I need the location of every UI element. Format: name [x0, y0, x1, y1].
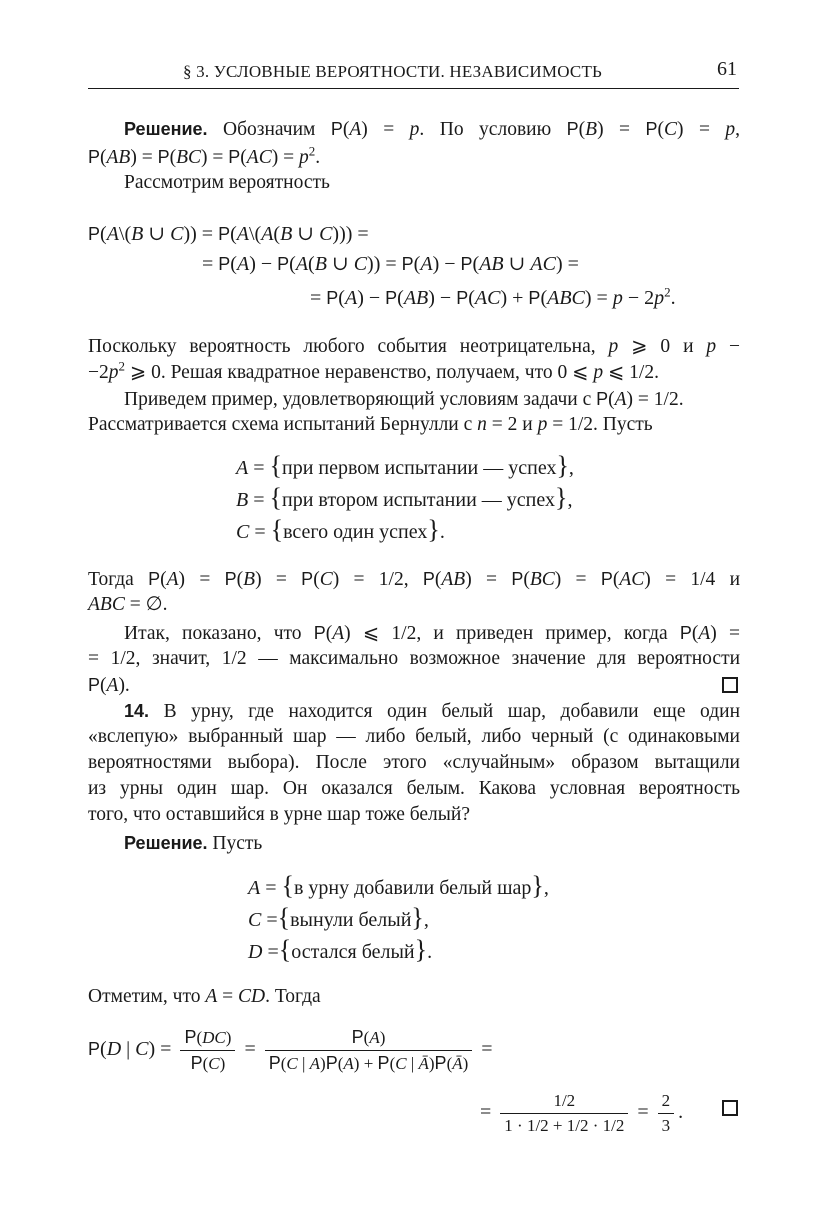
- math-pa-le-half: P(A) ⩽ 1/2,: [313, 623, 422, 644]
- math-n-2: n = 2: [477, 414, 518, 435]
- example-line-1: [124, 386, 684, 413]
- running-header-title: § 3. УСЛОВНЫЕ ВЕРОЯТНОСТИ. НЕЗАВИСИМОСТЬ: [183, 62, 602, 81]
- since-line-1: [88, 334, 740, 360]
- math-2p2-ge-0: $-2p^2$ ⩾ 0.: [88, 358, 166, 383]
- page-number: 61: [717, 58, 737, 80]
- math-pab-pbc-pac: $P(AB) = P(BC) = P(AC) = p^2$.: [88, 143, 321, 168]
- text-and-3: и: [729, 569, 740, 590]
- solution-line-1: [88, 116, 740, 142]
- math-p-range: 0 ⩽ p ⩽ 1/2.: [557, 362, 659, 383]
- solution-2-label: Решение.: [124, 833, 208, 853]
- math-p-ge-0: p ⩾ 0: [608, 336, 671, 357]
- set-a2-definition: A = {в урну добавили белый шар},: [248, 871, 549, 900]
- so-line-2: [88, 646, 740, 672]
- equation-1-line-1: P(A\(B ∪ C)) = P(A\(A(B ∪ C))) =: [88, 223, 369, 245]
- math-p-half: p = 1/2.: [537, 414, 598, 435]
- text-max-value: — максимально возможное значение для вероятности: [258, 648, 740, 669]
- text-since: Поскольку вероятность любого события неотрицательна,: [88, 336, 596, 357]
- text-means: значит,: [151, 648, 211, 669]
- fraction-numeric: $\frac{1/2}{1 \cdot 1/2 + 1/2 \cdot 1/2}$: [500, 1090, 628, 1137]
- running-header: [88, 58, 739, 89]
- problem-14-line-5: того, что оставшийся в урне шар тоже белый?: [88, 804, 470, 825]
- math-pab-pbc-pac-quarter: P(AB) = P(BC) = P(AC) = 1/4: [422, 569, 716, 590]
- math-half: 1/2: [221, 648, 247, 669]
- solution-label: Решение.: [124, 119, 208, 139]
- equation-2-line-1: P(D | C) = $\frac{P(DC)}{P(C)}$ = $\frac{P(A)}{P(C | A)P(A) + P(C | Ā)P(Ā)}$ =: [88, 1027, 493, 1073]
- problem-14-line-3: вероятностями выбора). После этого «случайным» образом вытащили: [88, 752, 740, 773]
- math-pa-eq-p: P(A) = p.: [330, 119, 425, 140]
- problem-14-line-1: 14. В урну, где находится один белый шар, добавили еще один: [124, 701, 740, 722]
- problem-14-line-4: из урны один шар. Он оказался белым. Какова условная вероятность: [88, 778, 740, 799]
- equation-1-line-3: = $P(A) - P(AB) - P(AC) + P(ABC) = p - 2p^2$.: [310, 284, 676, 309]
- then-line-1: [88, 566, 740, 592]
- math-pa-end: P(A).: [88, 675, 130, 696]
- text-example: Приведем пример, удовлетворяющий условиям задачи с: [124, 389, 592, 410]
- so-line-1: [88, 620, 740, 646]
- equation-1-line-2: = P(A) − P(A(B ∪ C)) = P(A) − P(AB ∪ AC) =: [202, 253, 579, 275]
- text-by-condition: По условию: [439, 119, 552, 140]
- fraction-pdc-pc: $\frac{P(DC)}{P(C)}$: [180, 1026, 235, 1075]
- text-and-1: и: [683, 336, 694, 357]
- text-consider: Рассмотрим вероятность: [124, 172, 330, 193]
- qed-square-icon: [722, 677, 738, 693]
- text-then: Тогда: [88, 569, 134, 590]
- fraction-two-thirds: $\frac{2}{3}$: [658, 1090, 675, 1137]
- math-pa-half: P(A) = 1/2.: [596, 389, 684, 410]
- problem-14-label: 14.: [124, 701, 150, 721]
- math-pa-eq: P(A) =: [679, 623, 740, 644]
- math-pb-pc-p: P(B) = P(C) = p,: [566, 119, 740, 140]
- math-pa-pb-pc: P(A) = P(B) = P(C) = 1/2,: [148, 569, 409, 590]
- set-c-definition: C = {всего один успех}.: [236, 515, 445, 544]
- set-b-definition: B = {при втором испытании — успех},: [236, 483, 573, 512]
- qed-square-icon-2: [722, 1100, 738, 1116]
- math-eq-half: = 1/2,: [88, 648, 141, 669]
- math-p-minus: p −: [706, 336, 740, 357]
- text-let-2: Пусть: [212, 833, 263, 854]
- math-abc-empty: ABC = ∅.: [88, 594, 168, 615]
- text-note: Отметим, что: [88, 986, 201, 1007]
- text-so: Итак, показано, что: [124, 623, 302, 644]
- set-c2-definition: C ={вынули белый},: [248, 903, 429, 932]
- text-and-2: и: [522, 414, 533, 435]
- problem-14-line-2: «вслепую» выбранный шар — либо белый, либо черный (с одинаковыми: [88, 726, 740, 747]
- example-line-2: [88, 412, 653, 438]
- text-solving: Решая квадратное неравенство, получаем, что: [170, 362, 553, 383]
- text-then-2: Тогда: [274, 986, 321, 1007]
- set-a-definition: A = {при первом испытании — успех},: [236, 451, 574, 480]
- text-bernoulli: Рассматривается схема испытаний Бернулли с: [88, 414, 473, 435]
- fraction-total-prob: $\frac{P(A)}{P(C | A)P(A) + P(C | Ā)P(Ā)}$: [265, 1026, 473, 1075]
- set-d2-definition: D ={остался белый}.: [248, 935, 433, 964]
- equation-2-line-2: = $\frac{1/2}{1 \cdot 1/2 + 1/2 \cdot 1/2}$ = $\frac{2}{3}$ .: [480, 1091, 684, 1135]
- text-and-example: и приведен пример, когда: [433, 623, 668, 644]
- since-line-2: [88, 360, 659, 386]
- note-line: [88, 984, 321, 1010]
- text-let-1: Пусть: [602, 414, 653, 435]
- text-denote: Обозначим: [223, 119, 316, 140]
- math-a-eq-cd: A = CD.: [205, 986, 270, 1007]
- solution-2-line: [124, 830, 262, 857]
